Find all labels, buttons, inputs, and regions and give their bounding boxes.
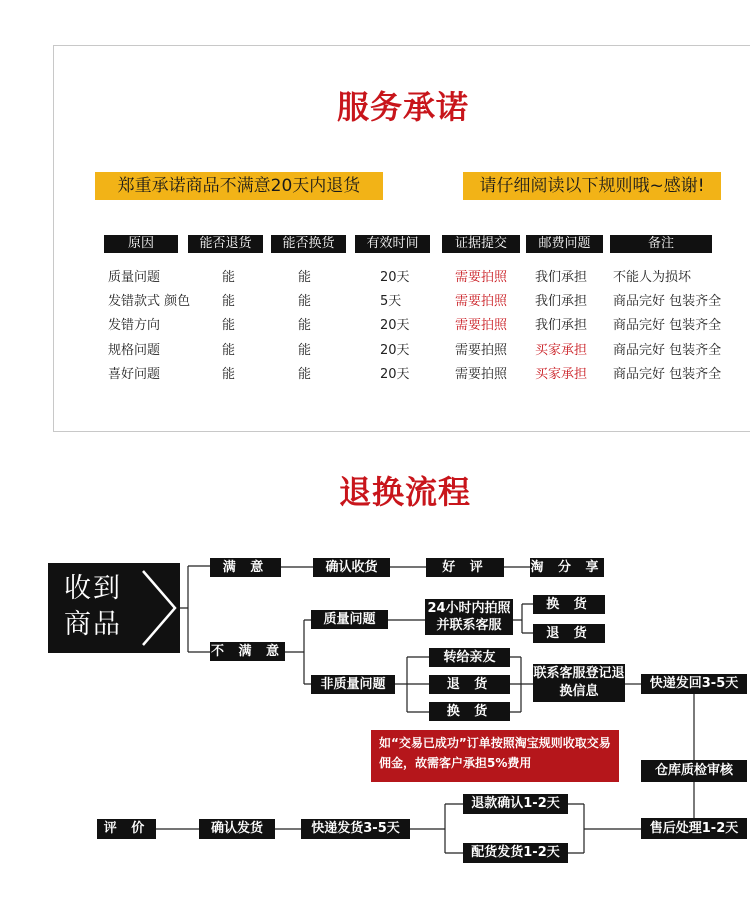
table-cell: 20天 <box>380 367 410 382</box>
table-cell: 商品完好 包装齐全 <box>613 318 722 333</box>
table-cell: 需要拍照 <box>455 367 508 382</box>
table-cell: 规格问题 <box>108 343 161 358</box>
table-header: 备注 <box>610 235 712 253</box>
refund-confirm-box: 退款确认1-2天 <box>463 794 568 814</box>
ship-goods-box: 配货发货1-2天 <box>463 843 568 863</box>
table-cell: 需要拍照 <box>455 318 508 333</box>
table-cell: 能 <box>222 270 236 285</box>
table-header: 证据提交 <box>442 235 520 253</box>
promise-title: 服务承诺 <box>336 88 469 126</box>
table-cell: 我们承担 <box>535 294 588 309</box>
return-box-quality: 换 货 <box>533 595 605 614</box>
exchange-box: 换 货 <box>429 702 510 721</box>
warehouse-check-box: 仓库质检审核 <box>641 760 747 782</box>
share-box: 淘 分 享 <box>530 560 604 575</box>
table-cell: 质量问题 <box>108 270 161 285</box>
table-cell: 能 <box>222 294 236 309</box>
express-return-box: 快递发回3-5天 <box>641 674 747 694</box>
table-cell: 发错方向 <box>108 318 161 333</box>
unsatisfied-box: 不 满 意 <box>210 644 285 659</box>
table-cell: 商品完好 包装齐全 <box>613 367 722 382</box>
table-header: 邮费问题 <box>526 235 603 253</box>
table-cell: 20天 <box>380 318 410 333</box>
table-cell: 我们承担 <box>535 270 588 285</box>
table-cell: 买家承担 <box>535 367 588 382</box>
flow-title: 退换流程 <box>338 473 471 511</box>
table-cell: 能 <box>222 343 236 358</box>
table-cell: 需要拍照 <box>455 343 508 358</box>
table-header: 能否换货 <box>271 235 346 253</box>
table-cell: 能 <box>298 294 312 309</box>
table-cell: 需要拍照 <box>455 294 508 309</box>
contact-register-box: 联系客服登记退换信息 <box>533 664 625 702</box>
photo-contact-box: 24小时内拍照并联系客服 <box>425 599 513 635</box>
confirm-ship-box: 确认发货 <box>199 819 275 839</box>
non-quality-issue-box: 非质量问题 <box>311 675 395 694</box>
promise-banner-right: 请仔细阅读以下规则哦~感谢! <box>463 172 721 200</box>
chevron-right-icon <box>133 563 180 653</box>
table-cell: 能 <box>298 343 312 358</box>
table-cell: 5天 <box>380 294 402 309</box>
receive-goods-box <box>48 563 180 653</box>
good-review-box: 好 评 <box>426 558 504 577</box>
table-header: 能否退货 <box>188 235 263 253</box>
table-header: 有效时间 <box>355 235 430 253</box>
review-box: 评 价 <box>97 819 156 839</box>
table-cell: 商品完好 包装齐全 <box>613 294 722 309</box>
gift-friend-box: 转给亲友 <box>429 648 510 667</box>
table-cell: 商品完好 包装齐全 <box>613 343 722 358</box>
table-cell: 需要拍照 <box>455 270 508 285</box>
table-cell: 20天 <box>380 270 410 285</box>
satisfied-box: 满 意 <box>210 558 281 577</box>
confirm-receipt-box: 确认收货 <box>313 558 390 577</box>
exchange-box-quality: 退 货 <box>533 624 605 643</box>
table-cell: 能 <box>298 318 312 333</box>
table-cell: 买家承担 <box>535 343 588 358</box>
table-cell: 能 <box>298 367 312 382</box>
table-cell: 能 <box>298 270 312 285</box>
table-cell: 我们承担 <box>535 318 588 333</box>
table-cell: 喜好问题 <box>108 367 161 382</box>
table-cell: 不能人为损坏 <box>613 270 692 285</box>
commission-note: 如“交易已成功”订单按照淘宝规则收取交易佣金，故需客户承担5%费用 <box>371 730 619 782</box>
table-cell: 发错款式 颜色 <box>108 294 191 309</box>
table-cell: 能 <box>222 367 236 382</box>
receive-goods-label: 收到商品 <box>64 573 122 640</box>
table-cell: 能 <box>222 318 236 333</box>
promise-banner-left: 郑重承诺商品不满意20天内退货 <box>95 172 383 200</box>
table-header: 原因 <box>104 235 178 253</box>
return-box: 退 货 <box>429 675 510 694</box>
express-ship-box: 快递发货3-5天 <box>301 819 410 839</box>
table-cell: 20天 <box>380 343 410 358</box>
quality-issue-box: 质量问题 <box>311 610 388 629</box>
after-sale-box: 售后处理1-2天 <box>641 818 747 839</box>
